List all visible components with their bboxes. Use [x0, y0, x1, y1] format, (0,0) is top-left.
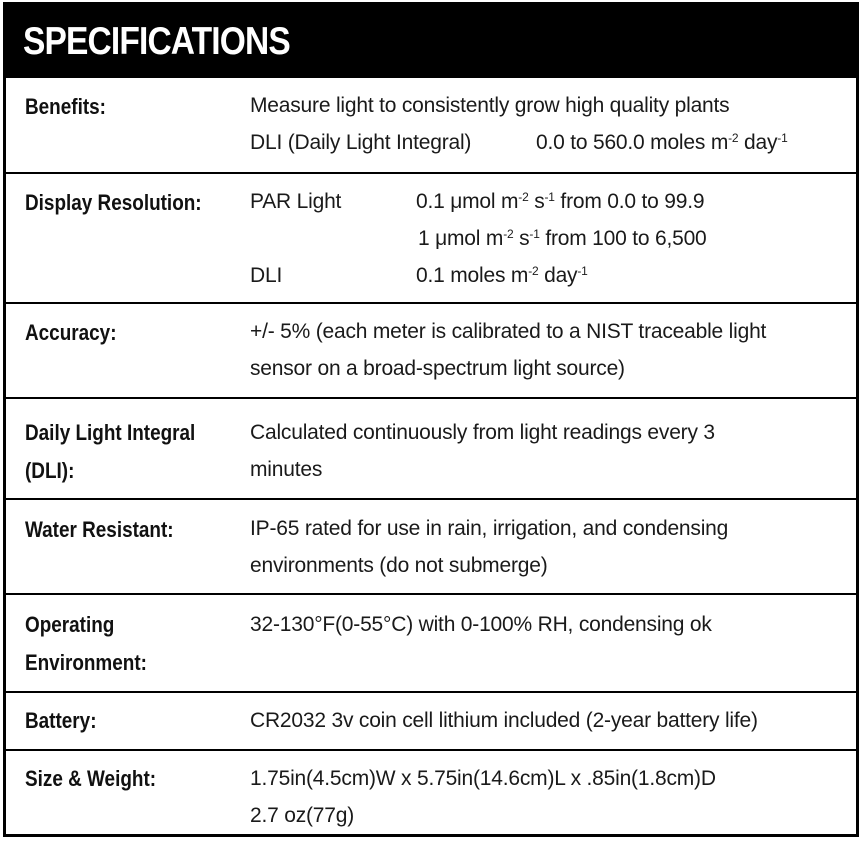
specifications-table: [3, 2, 859, 837]
value-text: day: [738, 131, 778, 154]
superscript: -1: [777, 131, 788, 145]
value-line: environments (do not submerge): [250, 554, 548, 577]
row-value: [250, 702, 836, 739]
superscript: -2: [528, 264, 539, 278]
label-line: (DLI):: [25, 458, 75, 483]
row-battery: [6, 693, 856, 751]
value-line: [250, 220, 836, 257]
row-value: [250, 183, 836, 294]
value-text: day: [538, 264, 578, 287]
value-line: IP-65 rated for use in rain, irrigation, and condensing: [250, 517, 729, 540]
value-line: Measure light to consistently grow high quality plants: [250, 94, 730, 117]
superscript: -2: [518, 190, 529, 204]
page-title: SPECIFICATIONS: [23, 19, 290, 63]
row-operating-environment: [6, 595, 856, 693]
superscript: -1: [577, 264, 588, 278]
sub-label: PAR Light: [250, 190, 342, 213]
superscript: -1: [529, 227, 540, 241]
row-value: [250, 313, 836, 387]
value-line: +/- 5% (each meter is calibrated to a NIST traceable light: [250, 320, 767, 343]
label-line: Daily Light Integral: [25, 420, 196, 445]
row-accuracy: [6, 304, 856, 399]
value-text: s: [513, 227, 530, 250]
value-line: [250, 183, 836, 220]
row-label: [25, 414, 206, 490]
value-line: CR2032 3v coin cell lithium included (2-year battery life): [250, 709, 758, 732]
row-value: [250, 87, 836, 161]
superscript: -2: [503, 227, 514, 241]
row-label: Size & Weight:: [25, 766, 157, 791]
row-label: Benefits:: [25, 94, 106, 119]
label-line: Environment:: [25, 650, 147, 675]
value-line: 2.7 oz(77g): [250, 804, 355, 827]
value-line: [250, 124, 836, 161]
value-line: [250, 257, 836, 294]
label-line: Operating: [25, 612, 115, 637]
sub-label: DLI (Daily Light Integral): [250, 131, 472, 154]
value-text: 0.1 μmol m: [416, 190, 519, 213]
row-value: [250, 414, 836, 488]
row-label: Display Resolution:: [25, 190, 202, 215]
sub-label: DLI: [250, 264, 283, 287]
value-line: minutes: [250, 458, 323, 481]
value-text: 1 μmol m: [418, 227, 504, 250]
value-line: Calculated continuously from light readings every 3: [250, 421, 715, 444]
value-text: 0.0 to 560.0 moles m: [536, 131, 729, 154]
value-line: sensor on a broad-spectrum light source): [250, 357, 625, 380]
superscript: -2: [728, 131, 739, 145]
row-value: [250, 510, 836, 584]
value-text: 0.1 moles m: [416, 264, 529, 287]
row-water-resistant: [6, 500, 856, 595]
row-label: Water Resistant:: [25, 517, 174, 542]
row-value: [250, 606, 836, 643]
superscript: -1: [544, 190, 555, 204]
row-benefits: [6, 78, 856, 174]
value-line: 1.75in(4.5cm)W x 5.75in(14.6cm)L x .85in(1.8cm)D: [250, 767, 716, 790]
row-dli: [6, 399, 856, 500]
value-text: s: [528, 190, 545, 213]
value-text: from 100 to 6,500: [539, 227, 707, 250]
row-size-weight: [6, 751, 856, 834]
row-label: Accuracy:: [25, 320, 117, 345]
row-label: Battery:: [25, 708, 97, 733]
header-bar: [6, 5, 856, 78]
value-line: 32-130°F(0-55°C) with 0-100% RH, condensing ok: [250, 613, 712, 636]
row-label: [25, 606, 206, 682]
row-display-resolution: [6, 174, 856, 304]
value-text: from 0.0 to 99.9: [554, 190, 705, 213]
row-value: [250, 760, 836, 834]
